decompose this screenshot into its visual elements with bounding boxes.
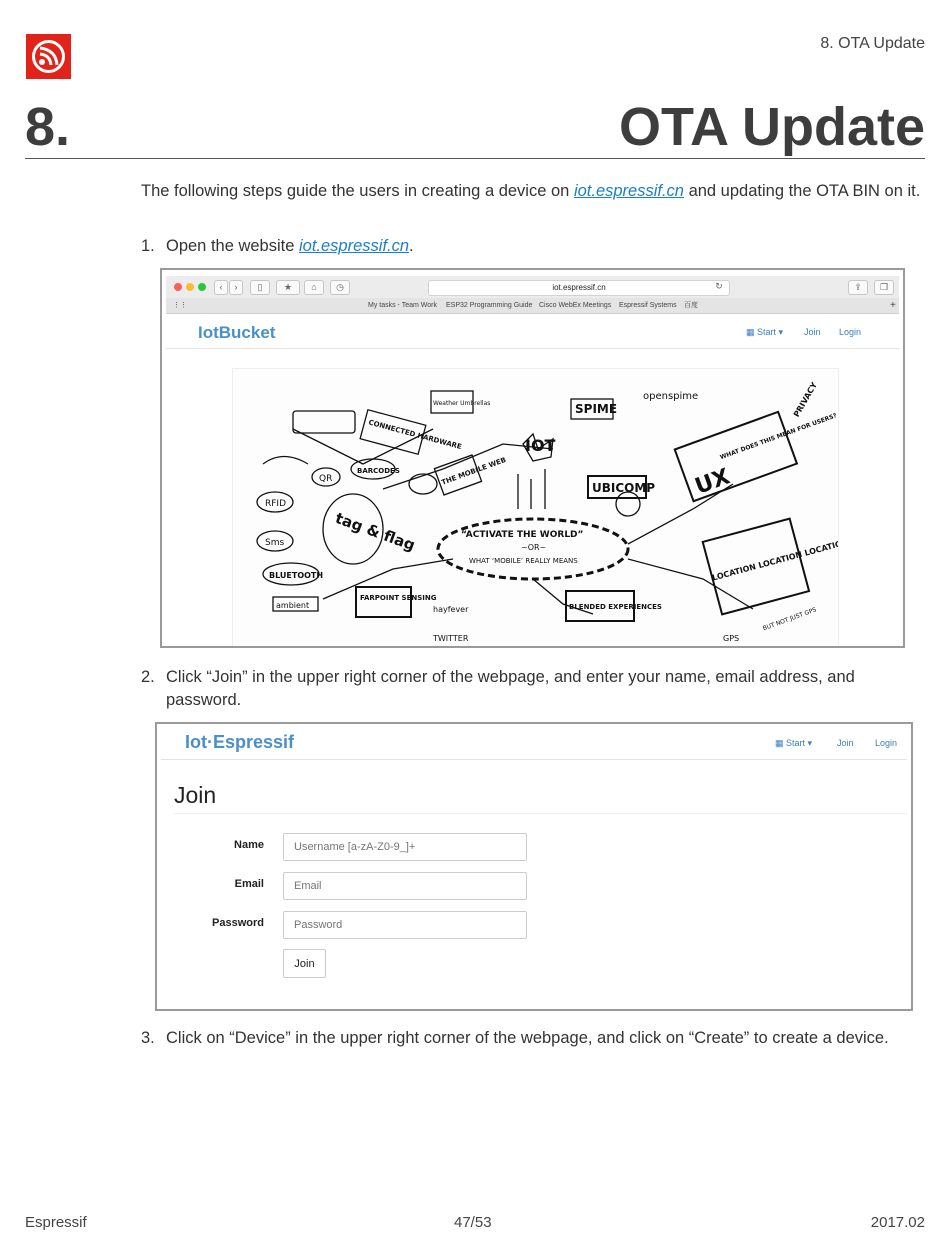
reload-icon: ↻ bbox=[715, 281, 723, 291]
apps-grid-icon: ⋮⋮ bbox=[173, 302, 187, 309]
nav-start: ▦ Start ▾ bbox=[746, 327, 784, 337]
tabs-icon: ❐ bbox=[874, 280, 894, 295]
bookmark-item: 百度 bbox=[684, 302, 698, 309]
step-text: Click on “Device” in the upper right corner of the webpage, and click on “Create” to create a device. bbox=[166, 1029, 889, 1047]
site-brand: Iot·Espressif bbox=[185, 732, 295, 752]
site-navbar bbox=[166, 314, 899, 349]
mindmap-label: BUT NOT JUST GPS bbox=[761, 606, 818, 633]
mindmap-label: GPS bbox=[723, 634, 740, 643]
mindmap-label: WHAT ‘MOBILE’ REALLY MEANS bbox=[469, 557, 578, 565]
running-header: 8. OTA Update bbox=[820, 35, 925, 52]
mindmap-label: UBICOMP bbox=[592, 481, 656, 495]
step-text: Click “Join” in the upper right corner of the webpage, and enter your name, email address, and password. bbox=[166, 668, 855, 709]
divider bbox=[174, 813, 907, 814]
password-label: Password bbox=[212, 917, 264, 929]
mindmap-label: Weather Umbrellas bbox=[433, 400, 491, 407]
header-rule bbox=[25, 158, 925, 159]
mindmap-label: BLUETOOTH bbox=[269, 571, 324, 580]
address-bar bbox=[428, 280, 730, 296]
page-number: 47/53 bbox=[454, 1214, 492, 1231]
mindmap-label: “ACTIVATE THE WORLD” bbox=[461, 530, 584, 540]
espressif-logo bbox=[26, 34, 71, 79]
name-label: Name bbox=[234, 839, 264, 851]
mindmap-label: IOT bbox=[525, 436, 556, 455]
join-form-screenshot bbox=[155, 722, 913, 1011]
sidebar-icon: ▯ bbox=[250, 280, 270, 295]
name-field bbox=[283, 833, 527, 861]
mindmap-label: openspime bbox=[643, 391, 699, 402]
intro-link[interactable]: iot.espressif.cn bbox=[573, 182, 684, 200]
mindmap-label: WHAT DOES THIS MEAN FOR USERS? bbox=[719, 412, 838, 462]
history-icon: ◷ bbox=[330, 280, 350, 295]
step-1-period: . bbox=[409, 237, 414, 255]
step-1-text: Open the website bbox=[166, 237, 299, 255]
minimize-dot-icon bbox=[186, 283, 194, 291]
join-submit-button: Join bbox=[283, 949, 326, 978]
browser-toolbar bbox=[166, 276, 899, 299]
chapter-title: OTA Update bbox=[619, 97, 925, 157]
browser-screenshot bbox=[160, 268, 905, 648]
email-label: Email bbox=[234, 878, 264, 890]
step-3 bbox=[141, 1027, 901, 1050]
intro-paragraph bbox=[141, 180, 926, 203]
address-text: iot.espressif.cn bbox=[552, 283, 606, 292]
share-icon: ⇪ bbox=[848, 280, 868, 295]
bookmark-item: ESP32 Programming Guide bbox=[446, 302, 533, 309]
step-1-link[interactable]: iot.espressif.cn bbox=[299, 237, 410, 255]
mindmap-label: PRIVACY bbox=[791, 380, 819, 419]
iot-mindmap-illustration bbox=[232, 368, 839, 648]
nav-join: Join bbox=[837, 738, 854, 748]
mindmap-label: ambient bbox=[276, 601, 310, 610]
intro-text-after: and updating the OTA BIN on it. bbox=[683, 182, 921, 200]
bookmark-item: Cisco WebEx Meetings bbox=[539, 302, 612, 309]
footer-date: 2017.02 bbox=[870, 1214, 925, 1231]
mindmap-label: tag & flag bbox=[332, 509, 418, 555]
step-number: 1. bbox=[141, 237, 155, 255]
nav-login: Login bbox=[875, 738, 898, 748]
mindmap-label: Sms bbox=[265, 538, 285, 548]
step-text bbox=[166, 235, 901, 258]
nav-start: ▦ Start ▾ bbox=[775, 738, 813, 748]
mindmap-label: SPIME bbox=[575, 402, 618, 416]
mindmap-label: TWITTER bbox=[433, 634, 469, 643]
mindmap-drawing bbox=[233, 369, 838, 648]
step-2 bbox=[141, 666, 901, 712]
maximize-dot-icon bbox=[198, 283, 206, 291]
mindmap-label: ~OR~ bbox=[521, 543, 547, 552]
mindmap-label: hayfever bbox=[433, 605, 469, 614]
mindmap-label: BLENDED EXPERIENCES bbox=[569, 603, 662, 611]
nav-login: Login bbox=[839, 327, 862, 337]
site-brand: IotBucket bbox=[198, 323, 276, 342]
add-tab-icon: + bbox=[890, 300, 896, 311]
site-navbar bbox=[161, 726, 907, 760]
mindmap-label: LOCATION LOCATION LOCATION bbox=[711, 537, 838, 583]
nav-start-label: Start bbox=[757, 327, 777, 337]
close-dot-icon bbox=[174, 283, 182, 291]
forward-icon: › bbox=[229, 280, 243, 295]
chapter-number: 8. bbox=[25, 97, 71, 157]
mindmap-label: FARPOINT SENSING bbox=[360, 594, 437, 602]
step-1 bbox=[141, 235, 901, 258]
bookmarks-bar bbox=[166, 298, 899, 314]
password-field bbox=[283, 911, 527, 939]
mindmap-label: RFID bbox=[265, 499, 287, 509]
mindmap-label: CONNECTED HARDWARE bbox=[367, 418, 463, 452]
step-number: 2. bbox=[141, 668, 155, 686]
footer-company: Espressif bbox=[25, 1214, 87, 1231]
bookmark-item: Espressif Systems bbox=[619, 302, 677, 309]
nav-join: Join bbox=[804, 327, 821, 337]
email-field bbox=[283, 872, 527, 900]
mindmap-label: QR bbox=[319, 474, 333, 484]
home-icon: ⌂ bbox=[304, 280, 324, 295]
nav-start-label: Start bbox=[786, 738, 806, 748]
step-number: 3. bbox=[141, 1029, 155, 1047]
bookmark-icon: ★ bbox=[276, 280, 300, 295]
mindmap-label: BARCODES bbox=[357, 467, 400, 475]
mindmap-label: THE MOBILE WEB bbox=[440, 455, 508, 487]
espressif-logo-icon bbox=[26, 34, 71, 79]
join-heading: Join bbox=[174, 782, 217, 808]
bookmark-item: My tasks - Team Work bbox=[368, 302, 437, 309]
back-icon: ‹ bbox=[214, 280, 228, 295]
intro-text-before: The following steps guide the users in creating a device on bbox=[141, 182, 574, 200]
mindmap-label: UX bbox=[691, 464, 734, 500]
